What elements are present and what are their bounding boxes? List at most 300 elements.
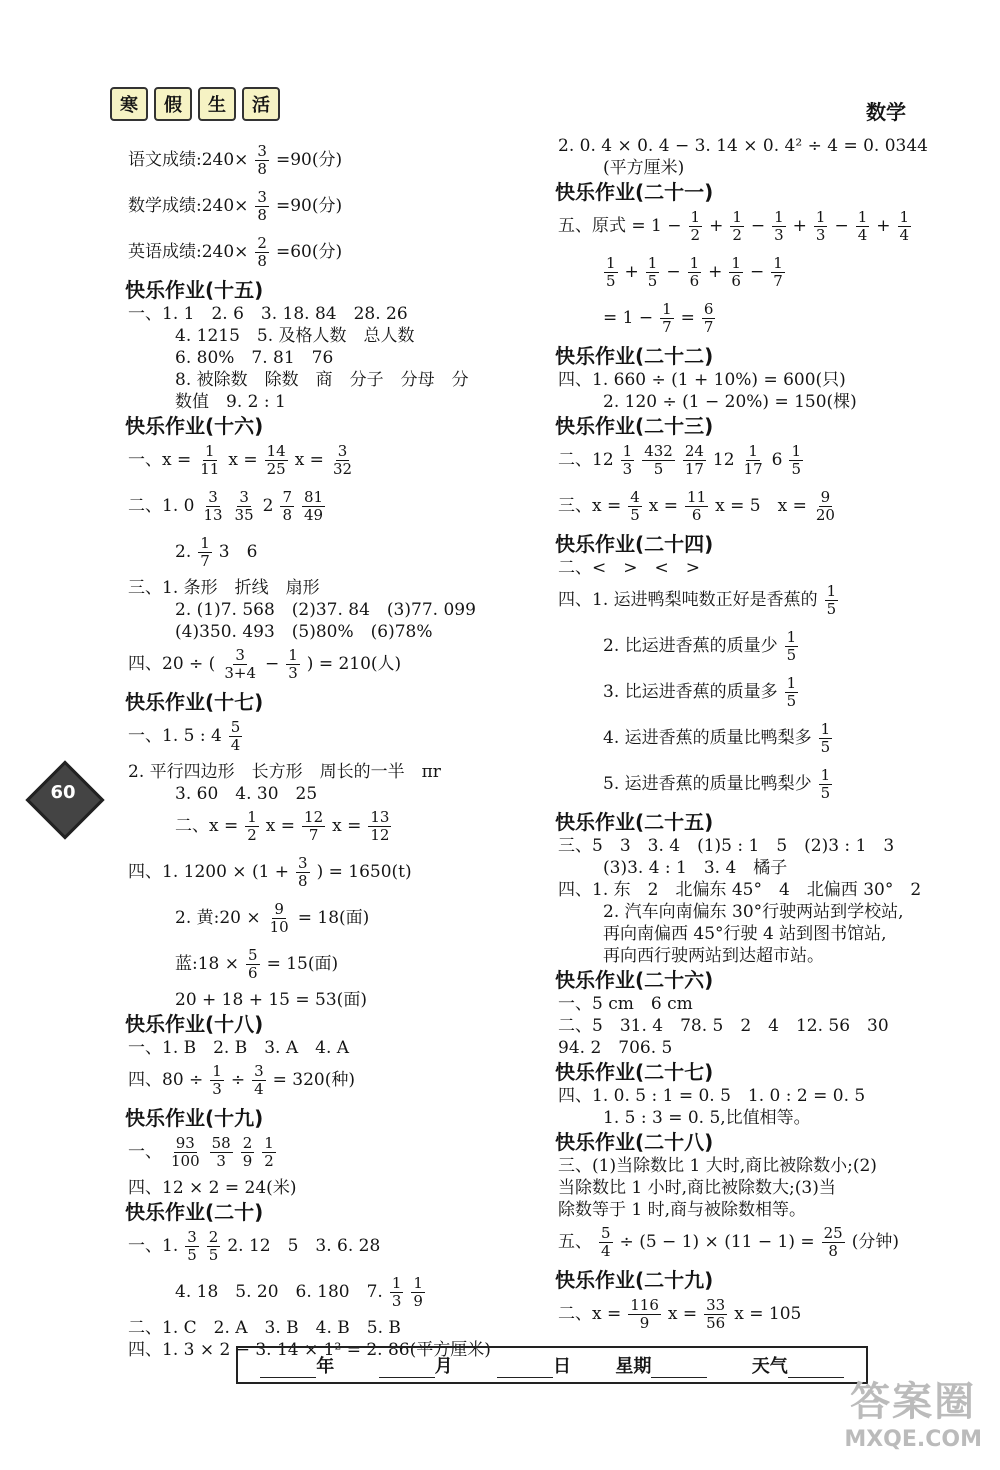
answer-text: 三、(1)当除数比 1 大时,商比被除数小;(2) — [558, 1156, 877, 1176]
answer-text: 4. 18 5. 20 6. 180 7. — [175, 1282, 383, 1302]
fraction-denominator: 56 — [706, 1314, 726, 1332]
answer-text: 数学成绩:240× — [128, 196, 249, 216]
page-number: 60 — [50, 782, 76, 803]
answer-text: x = — [667, 1304, 698, 1324]
answer-line — [125, 440, 358, 480]
fraction — [819, 721, 833, 756]
answer-text: 二、1. 0 — [128, 496, 195, 516]
fraction-numerator: 11 — [687, 488, 707, 506]
fraction-numerator: 1 — [815, 208, 826, 226]
exercise-heading: 快乐作业(十七) — [125, 690, 264, 714]
answer-text: ) = 1650(t) — [316, 862, 412, 882]
fraction-numerator: 1 — [391, 1274, 402, 1292]
fraction — [229, 719, 243, 754]
answer-line — [125, 1132, 280, 1172]
fraction-denominator: 5 — [826, 600, 837, 618]
answer-line — [600, 902, 907, 922]
fraction-denominator: 3 — [212, 1080, 222, 1098]
fraction-numerator: 1 — [288, 646, 298, 664]
fraction-denominator: 9 — [242, 1152, 253, 1170]
answer-line — [172, 532, 260, 572]
fraction — [207, 1229, 221, 1264]
fraction — [628, 1297, 661, 1332]
exercise-heading: 快乐作业(二十五) — [555, 810, 714, 834]
fraction — [819, 767, 833, 802]
answer-line — [555, 136, 931, 156]
answer-line — [555, 1016, 892, 1036]
fraction — [245, 809, 259, 844]
answer-line — [555, 486, 841, 526]
fraction-numerator: 1 — [732, 208, 742, 226]
answer-line — [125, 762, 444, 782]
fraction-denominator: 49 — [304, 506, 324, 524]
fraction — [296, 855, 310, 890]
fraction-numerator: 14 — [266, 442, 286, 460]
fraction — [210, 1063, 224, 1098]
fraction — [704, 1297, 727, 1332]
exercise-heading: 快乐作业(二十七) — [555, 1060, 714, 1084]
fraction — [246, 947, 260, 982]
answer-text: 五、原式 = 1 − — [558, 216, 682, 236]
answer-text: 8. 被除数 除数 商 分子 分母 分 — [175, 370, 469, 390]
answer-line — [125, 186, 345, 226]
fraction — [856, 209, 870, 244]
answer-line — [600, 158, 687, 178]
fraction-numerator: 6 — [703, 300, 714, 318]
fraction-numerator: 3 — [239, 488, 249, 506]
fraction-numerator: 2 — [208, 1228, 219, 1246]
fraction-numerator: 1 — [786, 674, 797, 692]
answer-line — [125, 852, 415, 892]
answer-text: 2 — [262, 496, 274, 516]
answer-text: − — [750, 216, 766, 236]
fraction-numerator: 5 — [248, 946, 258, 964]
answer-text: 2. 平行四边形 长方形 周长的一半 πr — [128, 762, 441, 782]
fraction-denominator: 12 — [370, 826, 390, 844]
answer-text: 2. 黄:20 × — [175, 908, 261, 928]
fraction — [683, 443, 706, 478]
answer-line — [555, 1178, 839, 1198]
answer-line — [555, 1156, 880, 1176]
fraction — [814, 209, 828, 244]
fraction-denominator: 7 — [308, 826, 319, 844]
answer-line — [125, 1318, 404, 1338]
answer-text: 四、1. 660 ÷ (1 + 10%) = 600(只) — [558, 370, 846, 390]
answer-text: − — [264, 654, 280, 674]
answer-text: 四、1. 东 2 北偏东 45° 4 北偏西 30° 2 — [558, 880, 922, 900]
fraction — [660, 301, 674, 336]
answer-text: − — [834, 216, 849, 236]
fraction-numerator: 1 — [857, 208, 868, 226]
answer-text: (分钟) — [851, 1232, 899, 1252]
answer-text: 5. 运进香蕉的质量比鸭梨少 — [603, 774, 812, 794]
answer-text: 2. 汽车向南偏东 30°行驶两站到学校站, — [603, 902, 904, 922]
fraction-denominator: 5 — [791, 460, 802, 478]
answer-text: + — [624, 262, 639, 282]
answer-line — [600, 626, 802, 666]
fraction-numerator: 1 — [647, 254, 658, 272]
fraction-numerator: 1 — [731, 254, 741, 272]
fraction — [255, 235, 269, 270]
answer-line — [172, 326, 418, 346]
fraction — [185, 1229, 199, 1264]
fraction — [642, 443, 675, 478]
answer-text: 二、x = — [558, 1304, 622, 1324]
fraction — [730, 209, 744, 244]
answer-line — [555, 558, 703, 578]
answer-text: 一、1. — [128, 1236, 179, 1256]
answer-line — [172, 622, 436, 642]
fraction-denominator: 5 — [820, 738, 831, 756]
fraction — [198, 443, 221, 478]
answer-line — [125, 1038, 352, 1058]
fraction — [771, 255, 785, 290]
fraction-numerator: 1 — [212, 1062, 222, 1080]
answer-line — [600, 764, 836, 804]
fraction-numerator: 9 — [820, 488, 831, 506]
fraction — [702, 301, 716, 336]
answer-line — [172, 784, 320, 804]
fraction-denominator: 3 — [622, 460, 633, 478]
answer-text: =60(分) — [275, 242, 343, 262]
fraction-denominator: 3 — [288, 664, 298, 682]
header-char-4: 活 — [242, 87, 280, 121]
fraction-numerator: 1 — [413, 1274, 423, 1292]
fraction-denominator: 2 — [264, 1152, 274, 1170]
fraction-denominator: 2 — [690, 226, 701, 244]
answer-text: ÷ (5 − 1) × (11 − 1) = — [619, 1232, 815, 1252]
fraction-denominator: 17 — [743, 460, 763, 478]
answer-text: 四、1. 3 × 2 − 3. 14 × 1² = 2. 86(平方厘米) — [128, 1340, 491, 1360]
fraction-denominator: 5 — [187, 1246, 197, 1264]
exercise-heading: 快乐作业(二十九) — [555, 1268, 714, 1292]
answer-text: 二、1. C 2. A 3. B 4. B 5. B — [128, 1318, 401, 1338]
answer-text: 12 — [712, 450, 735, 470]
fraction-numerator: 1 — [606, 254, 616, 272]
fraction-denominator: 4 — [857, 226, 868, 244]
fraction — [898, 209, 912, 244]
fraction-numerator: 3 — [208, 488, 218, 506]
fraction — [599, 1225, 613, 1260]
fraction-denominator: 2 — [732, 226, 742, 244]
year-field: 年 — [260, 1352, 334, 1378]
answer-line — [125, 1060, 358, 1100]
fraction-numerator: 93 — [175, 1134, 195, 1152]
answer-text: 除数等于 1 时,商与被除数相等。 — [558, 1200, 807, 1220]
fraction-denominator: 5 — [653, 460, 664, 478]
fraction-numerator: 1 — [264, 1134, 274, 1152]
fraction-denominator: 8 — [282, 506, 293, 524]
fraction-numerator: 2 — [257, 234, 267, 252]
fraction-denominator: 6 — [731, 272, 741, 290]
answer-line — [172, 1272, 429, 1312]
answer-line — [125, 716, 246, 756]
fraction — [262, 1135, 276, 1170]
fraction — [742, 443, 765, 478]
answer-text: 一、1. 1 2. 6 3. 18. 84 28. 26 — [128, 304, 408, 324]
watermark — [844, 1370, 982, 1452]
answer-text: (4)350. 493 (5)80% (6)78% — [175, 622, 433, 642]
answer-text: 四、20 ÷ ( — [128, 654, 216, 674]
fraction-denominator: 8 — [257, 160, 267, 178]
answer-line — [555, 1038, 675, 1058]
answer-text: ) = 210(人) — [306, 654, 402, 674]
answer-text: 3 6 — [218, 542, 258, 562]
answer-text: 一、 — [128, 1142, 162, 1162]
answer-text: = 15(面) — [266, 954, 339, 974]
fraction — [302, 489, 325, 524]
fraction — [628, 489, 642, 524]
fraction-numerator: 1 — [200, 534, 210, 552]
answer-line — [555, 880, 924, 900]
fraction — [286, 647, 300, 682]
fraction-numerator: 3 — [254, 1062, 264, 1080]
fraction — [268, 901, 291, 936]
answer-text: x = 5 x = — [715, 496, 807, 516]
answer-text: 2. 12 5 3. 6. 28 — [227, 1236, 381, 1256]
fraction-denominator: 5 — [786, 692, 797, 710]
fraction-denominator: 3 — [391, 1292, 402, 1310]
answer-text: =90(分) — [275, 196, 343, 216]
exercise-heading: 快乐作业(十八) — [125, 1012, 264, 1036]
fraction — [210, 1135, 233, 1170]
fraction-denominator: 35 — [234, 506, 254, 524]
fraction — [280, 489, 294, 524]
fraction-numerator: 3 — [257, 188, 267, 206]
answer-text: (3)3. 4 : 1 3. 4 橘子 — [603, 858, 788, 878]
watermark-line-1: 答案圈 — [850, 1379, 977, 1425]
fraction — [621, 443, 635, 478]
fraction-numerator: 1 — [820, 720, 831, 738]
answer-line — [125, 1178, 299, 1198]
header-char-1: 寒 — [110, 87, 148, 121]
answer-text: x = — [648, 496, 679, 516]
fraction-denominator: 3 — [216, 1152, 226, 1170]
answer-text: 2. 120 ÷ (1 − 20%) = 150(棵) — [603, 392, 857, 412]
fraction-numerator: 1 — [774, 208, 784, 226]
fraction-numerator: 1 — [205, 442, 215, 460]
answer-text: 3. 比运进香蕉的质量多 — [603, 682, 778, 702]
answer-text: − — [666, 262, 681, 282]
exercise-heading: 快乐作业(十六) — [125, 414, 264, 438]
answer-text: 2. 比运进香蕉的质量少 — [603, 636, 778, 656]
exercise-heading: 快乐作业(二十三) — [555, 414, 714, 438]
answer-line — [125, 578, 323, 598]
fraction-numerator: 7 — [282, 488, 293, 506]
answer-line — [125, 1226, 383, 1266]
answer-line — [600, 946, 827, 966]
fraction-numerator: 5 — [601, 1224, 611, 1242]
fraction-denominator: 8 — [257, 206, 267, 224]
exercise-heading: 快乐作业(十五) — [125, 278, 264, 302]
answer-line — [172, 370, 472, 390]
fraction-denominator: 5 — [630, 506, 640, 524]
fraction-denominator: 10 — [269, 918, 289, 936]
fraction — [233, 489, 256, 524]
fraction-numerator: 3 — [298, 854, 308, 872]
fraction-numerator: 25 — [823, 1224, 843, 1242]
answer-text: 四、80 ÷ — [128, 1070, 204, 1090]
answer-text: 再向西行驶两站到达超市站。 — [603, 946, 824, 966]
answer-text: 3. 60 4. 30 25 — [175, 784, 318, 804]
answer-text: 四、12 × 2 = 24(米) — [128, 1178, 297, 1198]
fraction-denominator: 4 — [254, 1080, 264, 1098]
answer-text: = 18(面) — [297, 908, 370, 928]
fraction-numerator: 1 — [899, 208, 910, 226]
answer-text: 五、 — [558, 1232, 592, 1252]
answer-line — [172, 392, 289, 412]
answer-text: 一、1. B 2. B 3. A 4. A — [128, 1038, 350, 1058]
subject-label: 数学 — [866, 100, 906, 124]
fraction-numerator: 2 — [242, 1134, 253, 1152]
day-field: 日 — [497, 1352, 571, 1378]
fraction — [646, 255, 660, 290]
fraction-denominator: 8 — [298, 872, 308, 890]
fraction-denominator: 4 — [601, 1242, 611, 1260]
answer-text: x = — [265, 816, 296, 836]
answer-line — [125, 232, 345, 272]
fraction-numerator: 81 — [304, 488, 324, 506]
answer-line — [600, 924, 890, 944]
fraction-numerator: 4 — [630, 488, 640, 506]
fraction-numerator: 13 — [370, 808, 390, 826]
fraction — [368, 809, 391, 844]
fraction-denominator: 100 — [171, 1152, 200, 1170]
fraction-denominator: 32 — [332, 460, 353, 478]
fraction — [785, 629, 799, 664]
answer-text: 再向南偏西 45°行驶 4 站到图书馆站, — [603, 924, 887, 944]
exercise-heading: 快乐作业(二十六) — [555, 968, 714, 992]
answer-line — [125, 486, 329, 526]
answer-line — [125, 304, 411, 324]
answer-text: 四、1. 0. 5 : 1 = 0. 5 1. 0 : 2 = 0. 5 — [558, 1086, 866, 1106]
fraction-denominator: 5 — [606, 272, 616, 290]
fraction — [411, 1275, 425, 1310]
answer-text: 一、5 cm 6 cm — [558, 994, 693, 1014]
answer-line — [600, 298, 719, 338]
answer-text: = 1 − — [603, 308, 654, 328]
fraction-numerator: 3 — [187, 1228, 197, 1246]
watermark-line-2: MXQE.COM — [844, 1427, 982, 1452]
month-field: 月 — [379, 1352, 453, 1378]
fraction-denominator: 25 — [266, 460, 286, 478]
fraction-denominator: 4 — [899, 226, 910, 244]
fraction — [789, 443, 803, 478]
fraction — [688, 255, 702, 290]
fraction — [302, 809, 325, 844]
fraction-numerator: 1 — [662, 300, 672, 318]
fraction — [814, 489, 837, 524]
fraction-numerator: 116 — [630, 1296, 659, 1314]
exercise-heading: 快乐作业(十九) — [125, 1106, 264, 1130]
answer-text: 当除数比 1 小时,商比被除数大;(3)当 — [558, 1178, 836, 1198]
answer-line — [125, 140, 345, 180]
fraction — [822, 1225, 845, 1260]
page-header — [110, 86, 286, 122]
fraction-denominator: 3+4 — [224, 664, 256, 682]
answer-text: + — [708, 262, 723, 282]
fraction-denominator: 11 — [200, 460, 220, 478]
fraction — [252, 1063, 266, 1098]
answer-text: (平方厘米) — [603, 158, 685, 178]
answer-text: ÷ — [230, 1070, 246, 1090]
fraction-denominator: 6 — [689, 272, 700, 290]
fraction-numerator: 1 — [689, 254, 700, 272]
fraction — [255, 143, 269, 178]
answer-text: 20 + 18 + 15 = 53(面) — [175, 990, 367, 1010]
fraction-numerator: 1 — [786, 628, 797, 646]
answer-line — [555, 440, 807, 480]
fraction-denominator: 9 — [413, 1292, 423, 1310]
exercise-heading: 快乐作业(二十) — [125, 1200, 264, 1224]
answer-line — [172, 806, 395, 846]
answer-text: 三、x = — [558, 496, 622, 516]
exercise-heading: 快乐作业(二十二) — [555, 344, 714, 368]
fraction-numerator: 24 — [684, 442, 704, 460]
answer-text: x = — [294, 450, 324, 470]
answer-line — [172, 600, 479, 620]
fraction-numerator: 9 — [274, 900, 284, 918]
fraction-denominator: 3 — [774, 226, 784, 244]
fraction-numerator: 3 — [235, 646, 245, 664]
answer-text: 三、1. 条形 折线 扇形 — [128, 578, 320, 598]
answer-line — [600, 858, 790, 878]
header-char-3: 生 — [198, 87, 236, 121]
fraction-denominator: 9 — [639, 1314, 650, 1332]
fraction-denominator: 8 — [257, 252, 267, 270]
fraction — [772, 209, 786, 244]
answer-text: 一、1. 5 : 4 — [128, 726, 222, 746]
answer-line — [555, 836, 897, 856]
fraction-denominator: 13 — [203, 506, 223, 524]
fraction-denominator: 8 — [828, 1242, 838, 1260]
answer-text: x = — [228, 450, 258, 470]
fraction — [729, 255, 743, 290]
weekday-field: 星期 — [615, 1352, 707, 1378]
fraction-denominator: 6 — [691, 506, 702, 524]
answer-line — [172, 348, 336, 368]
answer-text: 6. 80% 7. 81 76 — [175, 348, 334, 368]
exercise-heading: 快乐作业(二十八) — [555, 1130, 714, 1154]
fraction-numerator: 1 — [247, 808, 257, 826]
fraction-numerator: 1 — [773, 254, 783, 272]
fraction — [390, 1275, 404, 1310]
answer-text: 4. 运进香蕉的质量比鸭梨多 — [603, 728, 812, 748]
fraction-numerator: 12 — [304, 808, 324, 826]
answer-line — [555, 580, 842, 620]
fraction-numerator: 432 — [644, 442, 673, 460]
answer-text: = — [680, 308, 695, 328]
answer-text: 蓝:18 × — [175, 954, 240, 974]
answer-line — [172, 990, 370, 1010]
fraction — [198, 535, 212, 570]
answer-text: 语文成绩:240× — [128, 150, 249, 170]
answer-text: 2. 0. 4 × 0. 4 − 3. 14 × 0. 4² ÷ 4 = 0. 0344 — [558, 136, 928, 156]
fraction — [201, 489, 224, 524]
answer-text: 数值 9. 2 : 1 — [175, 392, 286, 412]
fraction-denominator: 7 — [200, 552, 210, 570]
fraction-denominator: 2 — [247, 826, 257, 844]
answer-text: 二、5 31. 4 78. 5 2 4 12. 56 30 — [558, 1016, 889, 1036]
answer-line — [125, 644, 404, 684]
answer-text: x = — [332, 816, 362, 836]
weather-field: 天气 — [752, 1352, 844, 1378]
answer-text: − — [749, 262, 765, 282]
answer-text: 英语成绩:240× — [128, 242, 249, 262]
answer-line — [172, 944, 341, 984]
fraction — [265, 443, 288, 478]
answer-text: 一、x = — [128, 450, 192, 470]
